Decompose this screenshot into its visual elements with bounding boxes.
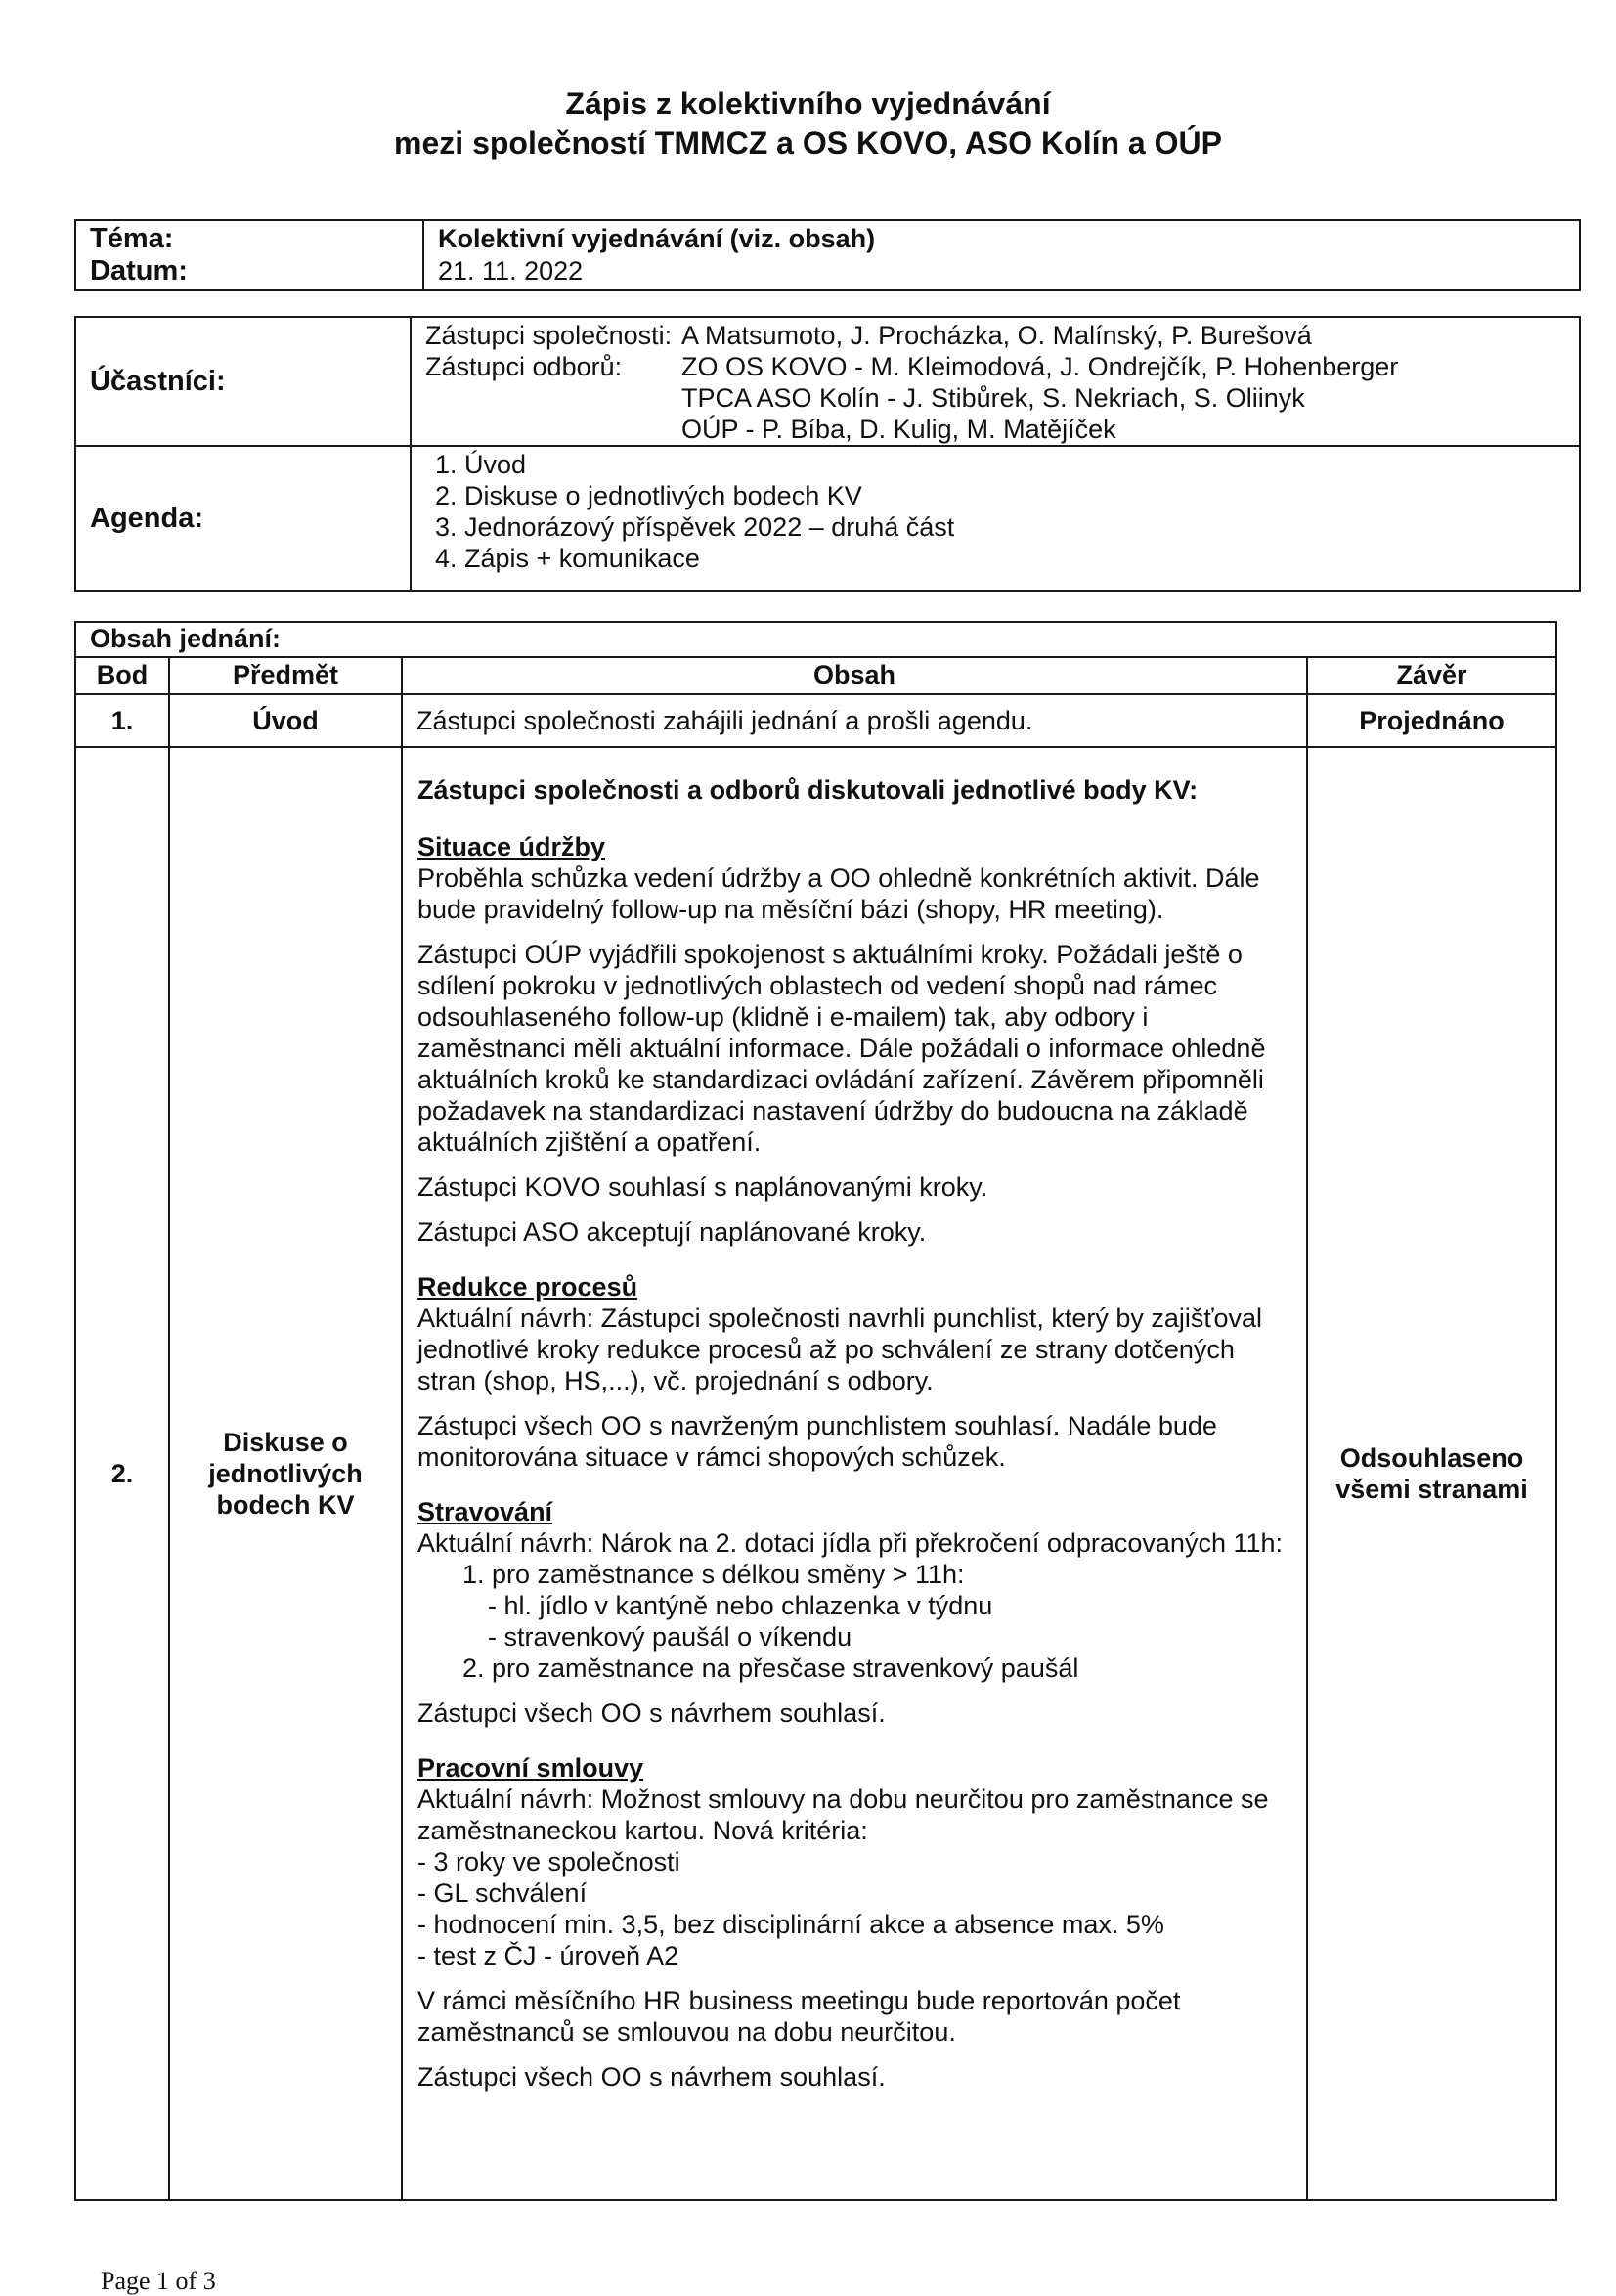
union-rep-aso: TPCA ASO Kolín - J. Stibůrek, S. Nekriach, S. Oliinyk [681, 383, 1305, 413]
contracts-criterion: - 3 roky ve společnosti [417, 1847, 680, 1877]
discussion-intro: Zástupci společnosti a odborů diskutovali jednotlivé body KV: [417, 775, 1199, 805]
date-label: Datum: [90, 255, 188, 287]
process-paragraph: Zástupci všech OO s navrženým punchlistem souhlasí. Nadále bude monitorována situace v rámci shopových schůzek. [417, 1411, 1217, 1472]
maintenance-paragraph: Zástupci KOVO souhlasí s naplánovanými kroky. [417, 1172, 988, 1202]
maintenance-paragraph: Zástupci ASO akceptují naplánované kroky. [417, 1217, 927, 1247]
contracts-paragraph: Aktuální návrh: Možnost smlouvy na dobu neurčitou pro zaměstnance se zaměstnaneckou kartou. Nová kritéria: [417, 1785, 1269, 1845]
date-value: 21. 11. 2022 [438, 256, 584, 286]
agenda-item: 2. Diskuse o jednotlivých bodech KV [464, 480, 1579, 511]
content-section-label: Obsah jednání: [75, 622, 1556, 657]
agenda-item: 4. Zápis + komunikace [464, 543, 1579, 574]
agenda-item: 1. Úvod [464, 449, 1579, 480]
process-paragraph: Aktuální návrh: Zástupci společnosti navrhli punchlist, který by zajišťoval jednotlivé kroky redukce procesů až po schválení ze strany dotčených stran (shop, HS,...), vč. projednání s odbory. [417, 1303, 1263, 1395]
column-header-obsah: Obsah [402, 657, 1307, 694]
union-rep-oup: OÚP - P. Bíba, D. Kulig, M. Matějíček [681, 415, 1116, 444]
participants-agenda-table [74, 316, 1581, 592]
section-heading-process: Redukce procesů [417, 1272, 638, 1302]
topic-label: Téma: [90, 223, 174, 254]
column-header-zaver: Závěr [1307, 657, 1556, 694]
section-heading-contracts: Pracovní smlouvy [417, 1753, 644, 1783]
maintenance-paragraph: Proběhla schůzka vedení údržby a OO ohledně konkrétních aktivit. Dále bude pravidelný follow-up na měsíční bázi (shopy, HR meeting). [417, 863, 1260, 924]
column-header-predmet: Předmět [169, 657, 402, 694]
agenda-cell [411, 446, 1580, 591]
topic-table [74, 219, 1581, 291]
contracts-criterion: - GL schválení [417, 1878, 588, 1908]
contracts-criterion: - test z ČJ - úroveň A2 [417, 1941, 679, 1970]
row-result: Odsouhlaseno všemi stranami [1307, 747, 1556, 2200]
row-content [402, 747, 1307, 2200]
row-number: 1. [75, 694, 169, 747]
topic-value: Kolektivní vyjednávání (viz. obsah) [438, 224, 876, 253]
contracts-criterion: - hodnocení min. 3,5, bez disciplinární akce a absence max. 5% [417, 1910, 1164, 1939]
company-reps-key: Zástupci společnosti: [425, 321, 673, 350]
table-row [75, 747, 1556, 2200]
row-number: 2. [75, 747, 169, 2200]
meals-sub-item: - hl. jídlo v kantýně nebo chlazenka v týdnu [488, 1591, 993, 1620]
company-reps-value: A Matsumoto, J. Procházka, O. Malínský, P. Burešová [681, 321, 1312, 350]
document-title-line2: mezi společností TMMCZ a OS KOVO, ASO Kolín a OÚP [394, 125, 1222, 160]
document-title-line1: Zápis z kolektivního vyjednávání [565, 86, 1051, 121]
meals-list-item: 1. pro zaměstnance s délkou směny > 11h: [462, 1560, 965, 1589]
row-result: Projednáno [1307, 694, 1556, 747]
contracts-paragraph: Zástupci všech OO s návrhem souhlasí. [417, 2062, 886, 2092]
row-subject: Diskuse o jednotlivých bodech KV [169, 747, 402, 2200]
agenda-label: Agenda: [75, 446, 411, 591]
union-reps-key: Zástupci odborů: [425, 352, 623, 381]
row-content: Zástupci společnosti zahájili jednání a prošli agendu. [402, 694, 1307, 747]
participants-label: Účastníci: [75, 317, 411, 446]
meals-list-item: 2. pro zaměstnance na přesčase stravenkový paušál [462, 1654, 1079, 1683]
meals-paragraph: Zástupci všech OO s návrhem souhlasí. [417, 1699, 886, 1728]
column-header-bod: Bod [75, 657, 169, 694]
meals-sub-item: - stravenkový paušál o víkendu [488, 1622, 852, 1652]
page-number: Page 1 of 3 [101, 2267, 216, 2295]
section-heading-meals: Stravování [417, 1497, 553, 1526]
participants-cell [411, 317, 1580, 446]
agenda-item: 3. Jednorázový příspěvek 2022 – druhá část [464, 511, 1579, 543]
meals-paragraph: Aktuální návrh: Nárok na 2. dotaci jídla při překročení odpracovaných 11h: [417, 1528, 1284, 1558]
maintenance-paragraph: Zástupci OÚP vyjádřili spokojenost s aktuálními kroky. Požádali ještě o sdílení pokroku v jednotlivých oblastech od vedení shopů nad rámec odsouhlaseného follow-up (klidně i e-mailem) tak, aby odbory i zaměstnanci měli aktuální informace. Dále požádali o informace ohledně aktuálních kroků ke standardizaci ovládání zařízení. Závěrem připomněli požadavek na standardizaci nastavení údržby do budoucna na základě aktuálních zjištění a opatření. [417, 940, 1266, 1157]
union-rep-kovo: ZO OS KOVO - M. Kleimodová, J. Ondrejčík, P. Hohenberger [681, 352, 1399, 381]
meeting-content-table [74, 621, 1557, 2201]
contracts-paragraph: V rámci měsíčního HR business meetingu bude reportován počet zaměstnanců se smlouvou na dobu neurčitou. [417, 1986, 1181, 2047]
section-heading-maintenance: Situace údržby [417, 832, 606, 861]
table-row [75, 694, 1556, 747]
agenda-list [425, 449, 1579, 574]
row-subject: Úvod [169, 694, 402, 747]
